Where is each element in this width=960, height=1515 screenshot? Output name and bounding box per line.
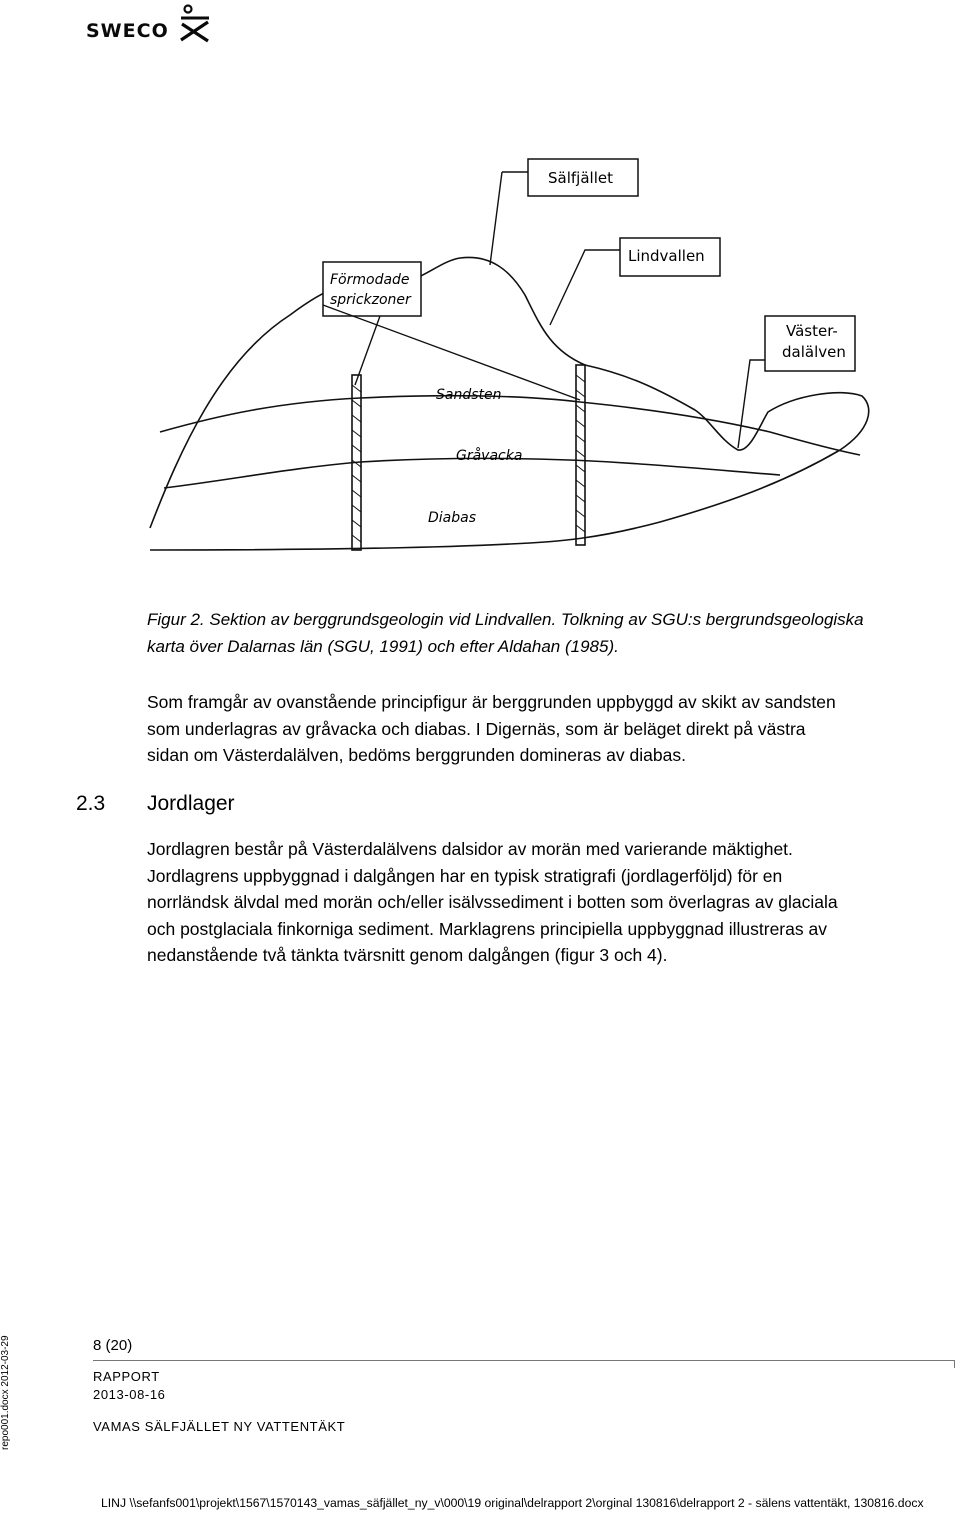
- footer-date: 2013-08-16: [93, 1387, 166, 1402]
- text-line: och postglaciala finkorniga sediment. Marklagrens principiella uppbyggnad illustreras av: [147, 918, 827, 939]
- text-line: nedanstående två tänkta tvärsnitt genom dalgången (figur 3 och 4).: [147, 945, 668, 965]
- label-lindvallen: Lindvallen: [628, 247, 705, 265]
- footer-doc-type: RAPPORT: [93, 1369, 160, 1384]
- page-number: 8 (20): [93, 1337, 133, 1354]
- label-diabas: Diabas: [428, 510, 477, 526]
- logo-text: SWECO: [86, 20, 169, 42]
- label-gravacka: Gråvacka: [456, 448, 523, 464]
- logo-figure-icon: [178, 4, 212, 44]
- label-vaster-1: Väster-: [786, 322, 838, 340]
- footer-divider-tick: [954, 1360, 955, 1368]
- label-formodade-1: Förmodade: [330, 272, 410, 288]
- paragraph-soil: [147, 836, 957, 969]
- label-salfjallet: Sälfjället: [548, 169, 613, 187]
- text-line: Jordlagren består på Västerdalälvens dalsidor av morän med varierande mäktighet.: [147, 839, 793, 859]
- text-line: Jordlagrens uppbyggnad i dalgången har en typisk stratigrafi (jordlagerföljd) för en: [147, 865, 783, 886]
- text-line: norrländsk älvdal med morän och/eller isälvssediment i botten som överlagras av glaciala: [147, 892, 838, 912]
- geology-section-diagram: [140, 150, 880, 570]
- text-line: sidan om Västerdalälven, bedöms berggrunden domineras av diabas.: [147, 745, 686, 765]
- geology-section-figure: [140, 150, 880, 570]
- section-title: Jordlager: [147, 792, 235, 815]
- figure-caption: [147, 606, 937, 660]
- footer-project: VAMAS SÄLFJÄLLET NY VATTENTÄKT: [93, 1419, 346, 1434]
- file-path: LINJ \\sefanfs001\projekt\1567\1570143_vamas_säfjället_ny_v\000\19 original\delrapport 2\orginal 130816\delrapport 2 - sälens vattentäkt, 130816.docx: [101, 1496, 924, 1510]
- paragraph-bedrock: [147, 689, 957, 769]
- label-vaster-2: dalälven: [782, 343, 846, 361]
- text-line: Som framgår av ovanstående principfigur är berggrunden uppbyggd av skikt av sandsten: [147, 692, 836, 712]
- caption-line: Figur 2. Sektion av berggrundsgeologin vid Lindvallen. Tolkning av SGU:s bergrundsgeologiska: [147, 610, 864, 629]
- section-number: 2.3: [76, 792, 106, 815]
- footer-divider: [93, 1360, 955, 1361]
- caption-line: karta över Dalarnas län (SGU, 1991) och efter Aldahan (1985).: [147, 637, 619, 656]
- sweco-logo: [86, 4, 216, 44]
- template-id: repo001.docx 2012-03-29: [0, 1335, 11, 1450]
- label-formodade-2: sprickzoner: [330, 292, 411, 308]
- text-line: som underlagras av gråvacka och diabas. I Digernäs, som är beläget direkt på västra: [147, 718, 806, 739]
- label-sandsten: Sandsten: [436, 387, 502, 403]
